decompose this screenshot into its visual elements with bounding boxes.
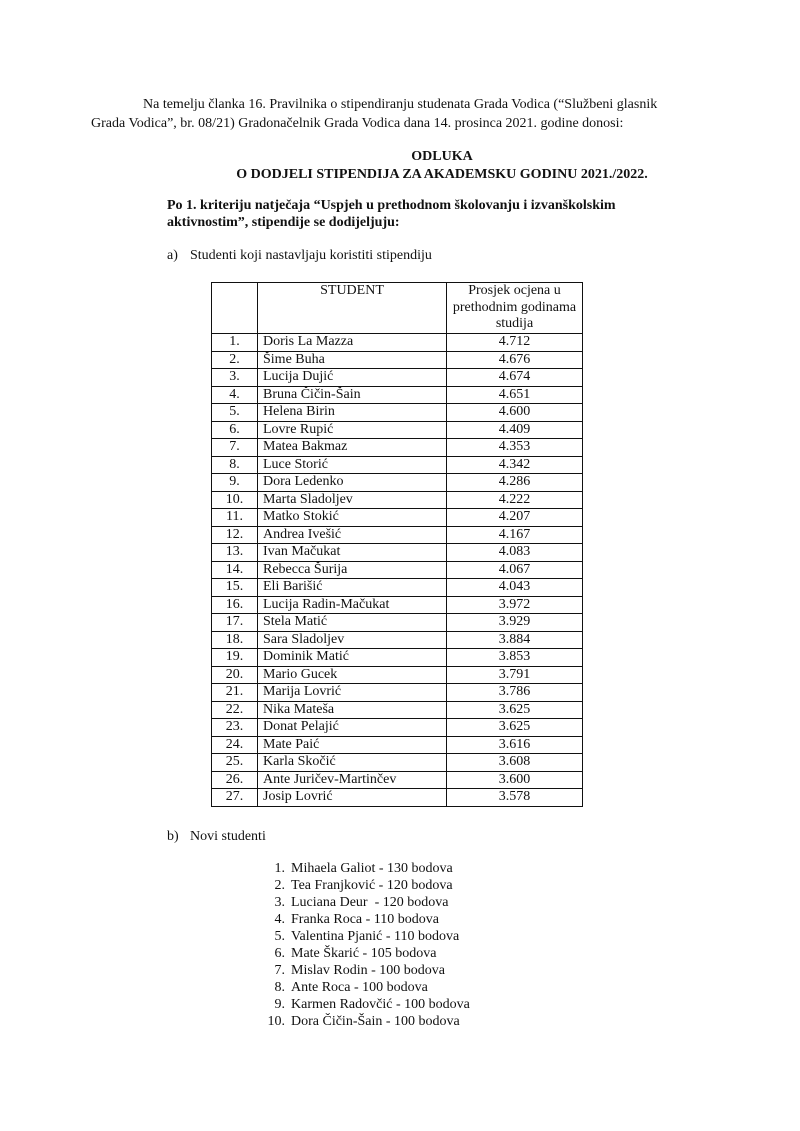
row-number: 18. bbox=[212, 631, 258, 649]
list-item-number: 2. bbox=[274, 878, 285, 893]
student-name: Mate Paić bbox=[258, 736, 447, 754]
row-number: 4. bbox=[212, 386, 258, 404]
grade-average: 4.207 bbox=[447, 509, 583, 527]
grade-average: 3.786 bbox=[447, 684, 583, 702]
grade-average: 3.625 bbox=[447, 701, 583, 719]
list-item-number: 8. bbox=[274, 980, 285, 995]
row-number: 3. bbox=[212, 369, 258, 387]
row-number: 1. bbox=[212, 334, 258, 352]
list-item-text: Valentina Pjanić - 110 bodova bbox=[291, 929, 460, 944]
grade-average: 4.676 bbox=[447, 351, 583, 369]
table-row bbox=[212, 351, 583, 369]
table-row bbox=[212, 719, 583, 737]
list-item bbox=[258, 860, 470, 877]
row-number: 21. bbox=[212, 684, 258, 702]
grade-average: 3.884 bbox=[447, 631, 583, 649]
student-name: Lovre Rupić bbox=[258, 421, 447, 439]
table-row bbox=[212, 491, 583, 509]
document-title: ODLUKA bbox=[411, 149, 473, 164]
table-row bbox=[212, 684, 583, 702]
list-item bbox=[258, 894, 470, 911]
criterion-line-1: Po 1. kriteriju natječaja “Uspjeh u prethodnom školovanju i izvanškolskim bbox=[167, 198, 616, 213]
student-name: Ante Juričev-Martinčev bbox=[258, 771, 447, 789]
list-item-number: 1. bbox=[274, 861, 285, 876]
list-item bbox=[258, 996, 470, 1013]
table-row bbox=[212, 631, 583, 649]
grade-average: 3.972 bbox=[447, 596, 583, 614]
table-row bbox=[212, 579, 583, 597]
table-row bbox=[212, 439, 583, 457]
grade-average: 4.083 bbox=[447, 544, 583, 562]
grade-average: 4.067 bbox=[447, 561, 583, 579]
student-name: Lucija Radin-Mačukat bbox=[258, 596, 447, 614]
grade-average: 4.222 bbox=[447, 491, 583, 509]
row-number: 11. bbox=[212, 509, 258, 527]
student-name: Donat Pelajić bbox=[258, 719, 447, 737]
table-body bbox=[212, 334, 583, 807]
row-number: 27. bbox=[212, 789, 258, 807]
table-row bbox=[212, 334, 583, 352]
list-item bbox=[258, 979, 470, 996]
list-item-number: 10. bbox=[267, 1014, 285, 1029]
student-name: Matko Stokić bbox=[258, 509, 447, 527]
table-row bbox=[212, 526, 583, 544]
list-item bbox=[258, 911, 470, 928]
student-name: Doris La Mazza bbox=[258, 334, 447, 352]
list-item-text: Mihaela Galiot - 130 bodova bbox=[291, 861, 453, 876]
header-average: Prosjek ocjena u prethodnim godinama studija bbox=[447, 283, 583, 334]
student-name: Eli Barišić bbox=[258, 579, 447, 597]
list-item bbox=[258, 928, 470, 945]
student-name: Helena Birin bbox=[258, 404, 447, 422]
grade-average: 4.342 bbox=[447, 456, 583, 474]
row-number: 9. bbox=[212, 474, 258, 492]
row-number: 17. bbox=[212, 614, 258, 632]
intro-line-1: Na temelju članka 16. Pravilnika o stipendiranju studenata Grada Vodica (“Službeni glasnik bbox=[143, 97, 658, 112]
student-name: Matea Bakmaz bbox=[258, 439, 447, 457]
list-item bbox=[258, 962, 470, 979]
row-number: 12. bbox=[212, 526, 258, 544]
table-row bbox=[212, 404, 583, 422]
list-item-text: Mate Škarić - 105 bodova bbox=[291, 946, 437, 961]
section-a-letter: a) bbox=[167, 248, 178, 263]
document-subtitle: O DODJELI STIPENDIJA ZA AKADEMSKU GODINU 2021./2022. bbox=[236, 167, 648, 182]
list-item-number: 6. bbox=[274, 946, 285, 961]
criterion-line-2: aktivnostim”, stipendije se dodijeljuju: bbox=[167, 215, 400, 230]
section-b-heading bbox=[167, 829, 266, 845]
table-row bbox=[212, 649, 583, 667]
student-name: Ivan Mačukat bbox=[258, 544, 447, 562]
header-student: STUDENT bbox=[258, 283, 447, 334]
student-name: Luce Storić bbox=[258, 456, 447, 474]
grade-average: 3.608 bbox=[447, 754, 583, 772]
student-name: Nika Mateša bbox=[258, 701, 447, 719]
row-number: 14. bbox=[212, 561, 258, 579]
table-row bbox=[212, 421, 583, 439]
row-number: 23. bbox=[212, 719, 258, 737]
scholarship-table bbox=[211, 282, 583, 807]
list-item-number: 4. bbox=[274, 912, 285, 927]
table-row bbox=[212, 754, 583, 772]
list-item-number: 9. bbox=[274, 997, 285, 1012]
table-row bbox=[212, 736, 583, 754]
student-name: Stela Matić bbox=[258, 614, 447, 632]
list-item-text: Franka Roca - 110 bodova bbox=[291, 912, 439, 927]
table-header-row bbox=[212, 283, 583, 334]
table-row bbox=[212, 386, 583, 404]
header-number bbox=[212, 283, 258, 334]
intro-paragraph bbox=[91, 95, 711, 133]
new-students-list bbox=[258, 860, 470, 1030]
grade-average: 4.651 bbox=[447, 386, 583, 404]
grade-average: 4.712 bbox=[447, 334, 583, 352]
grade-average: 4.167 bbox=[447, 526, 583, 544]
row-number: 8. bbox=[212, 456, 258, 474]
section-a-heading bbox=[167, 248, 432, 264]
student-name: Lucija Dujić bbox=[258, 369, 447, 387]
table-row bbox=[212, 614, 583, 632]
list-item-number: 3. bbox=[274, 895, 285, 910]
row-number: 16. bbox=[212, 596, 258, 614]
table-row bbox=[212, 561, 583, 579]
row-number: 6. bbox=[212, 421, 258, 439]
intro-line-2: Grada Vodica”, br. 08/21) Gradonačelnik Grada Vodica dana 14. prosinca 2021. godine donosi: bbox=[91, 116, 624, 131]
section-b-letter: b) bbox=[167, 829, 179, 844]
grade-average: 3.929 bbox=[447, 614, 583, 632]
list-item-text: Ante Roca - 100 bodova bbox=[291, 980, 428, 995]
student-name: Karla Skočić bbox=[258, 754, 447, 772]
grade-average: 3.616 bbox=[447, 736, 583, 754]
row-number: 15. bbox=[212, 579, 258, 597]
student-name: Sara Sladoljev bbox=[258, 631, 447, 649]
student-name: Bruna Čičin-Šain bbox=[258, 386, 447, 404]
student-name: Josip Lovrić bbox=[258, 789, 447, 807]
row-number: 25. bbox=[212, 754, 258, 772]
row-number: 22. bbox=[212, 701, 258, 719]
table-row bbox=[212, 666, 583, 684]
student-name: Andrea Ivešić bbox=[258, 526, 447, 544]
list-item-text: Dora Čičin-Šain - 100 bodova bbox=[291, 1014, 460, 1029]
grade-average: 3.578 bbox=[447, 789, 583, 807]
student-name: Marta Sladoljev bbox=[258, 491, 447, 509]
grade-average: 4.043 bbox=[447, 579, 583, 597]
row-number: 10. bbox=[212, 491, 258, 509]
table-row bbox=[212, 456, 583, 474]
table-row bbox=[212, 474, 583, 492]
row-number: 20. bbox=[212, 666, 258, 684]
table-row bbox=[212, 596, 583, 614]
row-number: 5. bbox=[212, 404, 258, 422]
section-a-label: Studenti koji nastavljaju koristiti stipendiju bbox=[190, 248, 432, 263]
grade-average: 3.600 bbox=[447, 771, 583, 789]
grade-average: 4.674 bbox=[447, 369, 583, 387]
criterion-heading bbox=[167, 197, 687, 231]
table-row bbox=[212, 701, 583, 719]
list-item-text: Karmen Radovčić - 100 bodova bbox=[291, 997, 470, 1012]
student-name: Šime Buha bbox=[258, 351, 447, 369]
student-name: Marija Lovrić bbox=[258, 684, 447, 702]
grade-average: 4.409 bbox=[447, 421, 583, 439]
section-b-label: Novi studenti bbox=[190, 829, 266, 844]
list-item-number: 7. bbox=[274, 963, 285, 978]
grade-average: 4.286 bbox=[447, 474, 583, 492]
student-name: Dora Ledenko bbox=[258, 474, 447, 492]
grade-average: 3.625 bbox=[447, 719, 583, 737]
student-name: Mario Gucek bbox=[258, 666, 447, 684]
grade-average: 4.600 bbox=[447, 404, 583, 422]
row-number: 7. bbox=[212, 439, 258, 457]
grade-average: 3.791 bbox=[447, 666, 583, 684]
student-name: Dominik Matić bbox=[258, 649, 447, 667]
list-item bbox=[258, 945, 470, 962]
row-number: 2. bbox=[212, 351, 258, 369]
list-item-number: 5. bbox=[274, 929, 285, 944]
row-number: 19. bbox=[212, 649, 258, 667]
table-row bbox=[212, 509, 583, 527]
list-item-text: Mislav Rodin - 100 bodova bbox=[291, 963, 445, 978]
table-row bbox=[212, 789, 583, 807]
grade-average: 3.853 bbox=[447, 649, 583, 667]
list-item bbox=[258, 877, 470, 894]
grade-average: 4.353 bbox=[447, 439, 583, 457]
table-row bbox=[212, 771, 583, 789]
table-row bbox=[212, 544, 583, 562]
row-number: 26. bbox=[212, 771, 258, 789]
table-row bbox=[212, 369, 583, 387]
row-number: 13. bbox=[212, 544, 258, 562]
list-item-text: Luciana Deur - 120 bodova bbox=[291, 895, 449, 910]
list-item-text: Tea Franjković - 120 bodova bbox=[291, 878, 453, 893]
list-item bbox=[258, 1013, 470, 1030]
student-name: Rebecca Šurija bbox=[258, 561, 447, 579]
row-number: 24. bbox=[212, 736, 258, 754]
